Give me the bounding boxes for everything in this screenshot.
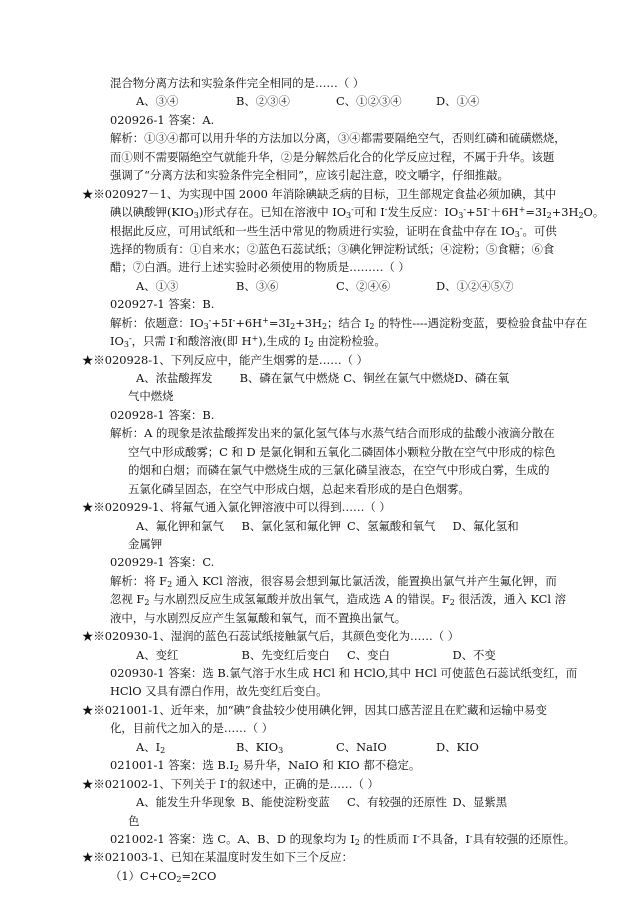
option-a: A、$I_2$ (136, 739, 166, 755)
option-c: C、②④⑥ (336, 278, 391, 293)
text-line: 解析：①③④都可以用升华的方法加以分离，③④都需要隔绝空气，否则红磷和硫磺燃烧， (110, 131, 566, 146)
text-line: 醋；⑦白酒。进行上述实验时必须使用的物质是………（ ） (110, 260, 410, 275)
option-d: D、①④ (436, 94, 480, 109)
text-line: ★※021003-1、已知在某温度时发生如下三个反应： (82, 850, 354, 865)
text-line: 解析：依题意：$IO_3^-+5I^-+6H^+=3I_2+3H_2$；结合 $I_2$ 的特性----遇淀粉变蓝，要检验食盐中存在 (110, 315, 588, 331)
option-a: A、氟化钾和氯气 (136, 518, 224, 533)
text-line: 混合物分离方法和实验条件完全相同的是……（ ） (110, 76, 365, 90)
text-line: $IO_3^-$，只需 I-和酸溶液(即 H+),生成的 $I_2$ 由淀粉检验。 (110, 334, 386, 350)
text-line: 五氯化磷呈固态，在空气中形成白烟，总起来看形成的是白色烟雾。 (128, 481, 470, 496)
option-row (88, 738, 558, 756)
option-c: C、变白 (347, 647, 390, 662)
text-line: ★※020928-1、下列反应中，能产生烟雾的是……（ ） (82, 352, 369, 367)
option-c: C、①②③④ (336, 94, 402, 109)
option-d: D、显紫黑 (452, 795, 508, 810)
option-d: D、KIO (436, 739, 479, 754)
text-line: ★※021001-1、近年来，加“碘”食盐较少使用碘化钾，因其口感苦涩且在贮藏和运输中易变 (82, 702, 547, 717)
text-line: 020929-1 答案：C. (110, 555, 215, 570)
text-line: 液中，与水剧烈反应产生氢氟酸和氧气，而不置换出氯气。 (110, 610, 407, 625)
text-line: 空气中形成酸雾；C 和 D 是氯化铜和五氧化二磷固体小颗粒分散在空气中形成的棕色 (128, 444, 556, 459)
option-c: C、铜丝在氯气中燃烧 (343, 371, 455, 385)
text-line: 强调了“分离方法和实验条件完全相同”，应该引起注意，咬文嚼字，仔细推敲。 (110, 168, 509, 183)
text-line: 化，目前代之加入的是……（ ） (110, 721, 274, 736)
text-line: 的烟和白烟；而磷在氯气中燃烧生成的三氯化磷呈液态，在空气中形成白雾，生成的 (128, 463, 550, 478)
option-row (88, 646, 558, 664)
option-d: D、①②④⑤⑦ (436, 278, 514, 293)
text-line: ★※020930-1、湿润的蓝色石蕊试纸接触氯气后，其颜色变化为……（ ） (82, 629, 460, 644)
option-row (88, 517, 558, 535)
text-line: 解析：A 的现象是浓盐酸挥发出来的氯化氢气体与水蒸气结合而形成的盐酸小液滴分散在 (110, 426, 555, 441)
text-line: 020927-1 答案：B. (110, 297, 215, 312)
option-row (88, 793, 558, 811)
text-line: 碘以碘酸钾$(KIO_3)$形式存在。已知在溶液中 $IO_3^-$可和 I-发生反应：$IO_3^-+5I^-+6H^+=3I_2+3H_2O$。 (110, 205, 605, 221)
option-a: A、①③ (136, 278, 179, 293)
option-row (88, 277, 558, 295)
option-b: B、先变红后变白 (241, 647, 330, 662)
text-line: 解析：将 $F_2$ 通入 KCl 溶液，很容易会想到氟比氯活泼，能置换出氯气并产生氟化钾，而 (110, 573, 557, 589)
option-c: C、有较强的还原性 (347, 795, 447, 810)
option-row (88, 369, 558, 387)
text-line: HClO 又具有漂白作用，故先变红后变白。 (110, 684, 328, 699)
text-line: 金属钾 (128, 536, 163, 551)
option-c: C、NaIO (336, 739, 387, 754)
text-line: 忽视 $F_2$ 与水剧烈反应生成氢氟酸并放出氧气，造成选 A 的错误。$F_2$ 很活泼，通入 KCl 溶 (110, 592, 567, 608)
text-line: 色 (128, 813, 140, 828)
document-page (82, 74, 605, 885)
text-line: $(1)C+CO_2=2CO$ (110, 868, 217, 884)
option-c: C、氢氟酸和氧气 (347, 518, 436, 533)
option-a: A、能发生升华现象 (136, 795, 236, 810)
option-b: B、能使淀粉变蓝 (241, 795, 330, 810)
text-line: ★※020929-1、将氟气通入氯化钾溶液中可以得到……（ ） (82, 500, 391, 515)
text-line: 而①则不需要隔绝空气就能升华，②是分解然后化合的化学反应过程，不属于升华。该题 (110, 149, 555, 164)
text-line: 021002-1 答案：选 C。A、B、D 的现象均为 $I_2$ 的性质而 I-不具备，I-具有较强的还原性。 (110, 831, 576, 847)
option-a: A、变红 (136, 647, 179, 662)
text-line: 020926-1 答案：A. (110, 112, 215, 127)
option-d: D、氟化氢和 (452, 518, 519, 533)
option-d: D、不变 (452, 647, 496, 662)
text-line: 020928-1 答案：B. (110, 407, 215, 422)
text-line: 020930-1 答案：选 B.氯气溶于水生成 HCl 和 HClO,其中 HCl 可使蓝色石蕊试纸变红，而 (110, 666, 578, 680)
option-d: D、磷在氧 (454, 371, 510, 385)
option-b: B、$KIO_3$ (236, 739, 284, 755)
option-a: A、③④ (136, 94, 179, 109)
text-line: 选择的物质有：①自来水；②蓝色石蕊试纸；③碘化钾淀粉试纸；④淀粉；⑤食糖；⑥食 (110, 241, 555, 256)
option-b: B、磷在氯气中燃烧 (239, 371, 340, 385)
option-row (88, 92, 558, 110)
text-line: 气中燃烧 (128, 389, 174, 404)
option-b: B、氯化氢和氟化钾 (241, 518, 341, 533)
text-line: 根据此反应，可用试纸和一些生活中常见的物质进行实验，证明在食盐中存在 $IO_3^-$。可供 (110, 223, 557, 239)
option-b: B、②③④ (236, 94, 290, 109)
option-a: A、浓盐酸挥发 (136, 371, 213, 385)
text-line: 021001-1 答案：选 $B.I_2$ 易升华，NaIO 和 KIO 都不稳定。 (110, 758, 421, 774)
text-line: ★※020927－1、为实现中国 2000 年消除碘缺乏病的目标，卫生部规定食盐必须加碘，其中 (82, 186, 557, 201)
text-line: ★※021002-1、下列关于 I-的叙述中，正确的是……（ ） (82, 776, 379, 791)
option-b: B、③⑥ (236, 278, 279, 293)
